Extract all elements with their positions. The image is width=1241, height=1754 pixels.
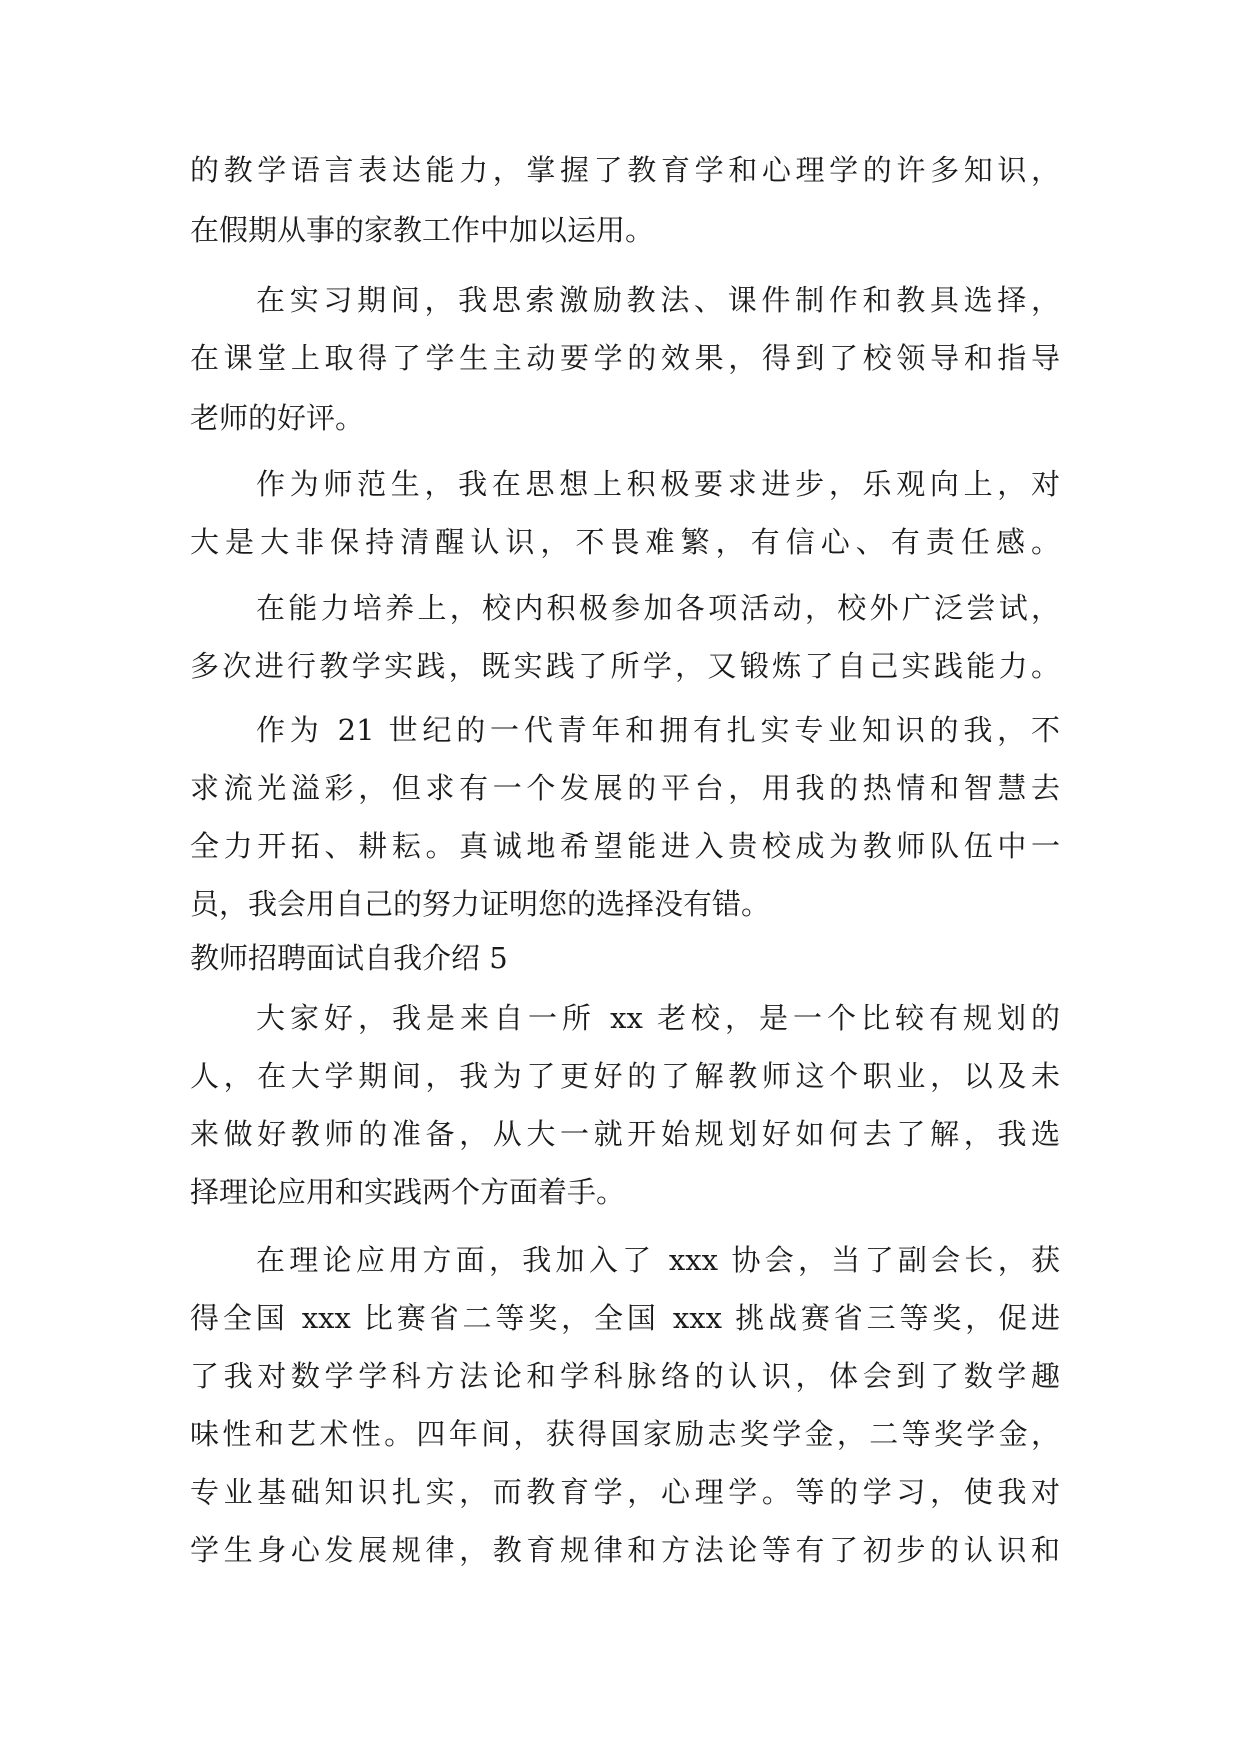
section-heading: 教师招聘面试自我介绍 5 <box>190 941 508 975</box>
text-line: 员，我会用自己的努力证明您的选择没有错。 <box>190 887 771 921</box>
text-line: 全力开拓、耕耘。真诚地希望能进入贵校成为教师队伍中一 <box>190 829 1060 863</box>
text-line: 来做好教师的准备，从大一就开始规划好如何去了解，我选 <box>190 1117 1060 1151</box>
text-line: 人，在大学期间，我为了更好的了解教师这个职业，以及未 <box>190 1059 1060 1093</box>
text-line: 专业基础知识扎实，而教育学，心理学。等的学习，使我对 <box>190 1475 1060 1509</box>
text-line: 在假期从事的家教工作中加以运用。 <box>190 213 655 247</box>
text-line: 味性和艺术性。四年间，获得国家励志奖学金，二等奖学金， <box>190 1417 1060 1451</box>
text-line: 作为师范生，我在思想上积极要求进步，乐观向上，对 <box>256 467 1060 501</box>
text-line: 大是大非保持清醒认识，不畏难繁，有信心、有责任感。 <box>190 525 1060 559</box>
text-line: 得全国 xxx 比赛省二等奖，全国 xxx 挑战赛省三等奖，促进 <box>190 1301 1060 1335</box>
text-line: 多次进行教学实践，既实践了所学，又锻炼了自己实践能力。 <box>190 649 1060 683</box>
text-line: 在能力培养上，校内积极参加各项活动，校外广泛尝试， <box>256 591 1060 625</box>
text-line: 作为 21 世纪的一代青年和拥有扎实专业知识的我，不 <box>256 713 1060 747</box>
text-line: 了我对数学学科方法论和学科脉络的认识，体会到了数学趣 <box>190 1359 1060 1393</box>
text-line: 的教学语言表达能力，掌握了教育学和心理学的许多知识， <box>190 153 1060 187</box>
text-line: 在课堂上取得了学生主动要学的效果，得到了校领导和指导 <box>190 341 1060 375</box>
text-line: 在实习期间，我思索激励教法、课件制作和教具选择， <box>256 283 1060 317</box>
text-line: 大家好，我是来自一所 xx 老校，是一个比较有规划的 <box>256 1001 1060 1035</box>
text-line: 学生身心发展规律，教育规律和方法论等有了初步的认识和 <box>190 1533 1060 1567</box>
text-line: 择理论应用和实践两个方面着手。 <box>190 1175 626 1209</box>
text-line: 求流光溢彩，但求有一个发展的平台，用我的热情和智慧去 <box>190 771 1060 805</box>
text-line: 老师的好评。 <box>190 401 365 435</box>
text-line: 在理论应用方面，我加入了 xxx 协会，当了副会长，获 <box>256 1243 1060 1277</box>
